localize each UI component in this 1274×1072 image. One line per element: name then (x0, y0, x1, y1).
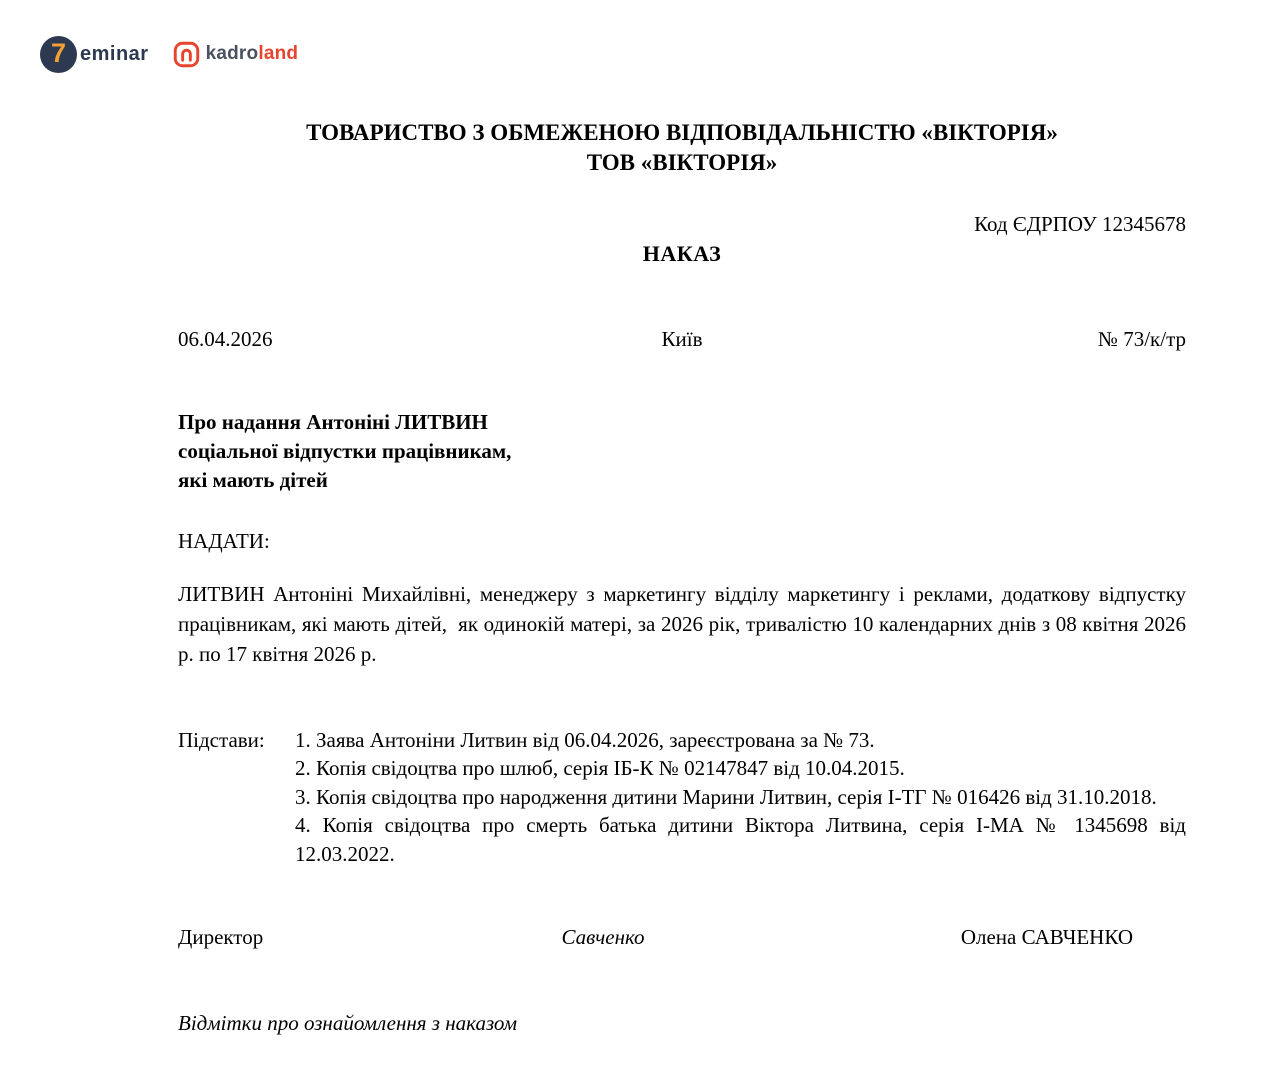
acknowledgement-note: Відмітки про ознайомлення з наказом (178, 1010, 517, 1035)
seminar-logo-wordmark: eminar (80, 43, 149, 66)
grounds-item-4: 4. Копія свідоцтва про смерть батька дитини Віктора Литвина, серія І-МА № 1345698 від 12.03.2022. (295, 813, 1186, 866)
grounds-section (178, 726, 1186, 869)
document-number: № 73/к/тр (1097, 326, 1186, 351)
document-type-heading: НАКАЗ (642, 240, 722, 266)
signature-row (178, 923, 1186, 952)
edrpou-code: Код ЄДРПОУ 12345678 (974, 212, 1186, 236)
signer-name: Олена САВЧЕНКО (960, 925, 1133, 949)
document-meta-row (178, 325, 1186, 354)
order-subject-line2: соціальної відпустки працівникам, (178, 439, 512, 463)
grounds-item-2: 2. Копія свідоцтва про шлюб, серія ІБ-К № 02147847 від 10.04.2015. (295, 756, 905, 780)
grounds-label: Підстави: (178, 727, 265, 752)
company-title (178, 118, 1186, 178)
seminar-logo-digit: 7 (50, 38, 67, 68)
signer-position: Директор (178, 925, 264, 949)
resolution-word: НАДАТИ: (178, 529, 270, 553)
order-subject-line3: які мають дітей (178, 468, 328, 492)
grounds-items (295, 726, 1186, 869)
grounds-item-3: 3. Копія свідоцтва про народження дитини Марини Литвин, серія І-ТГ № 016426 від 31.10.2018. (295, 784, 1157, 809)
order-subject-line1: Про надання Антоніні ЛИТВИН (178, 410, 488, 434)
company-title-line2: ТОВ «ВІКТОРІЯ» (586, 150, 778, 175)
order-subject (178, 408, 1186, 495)
order-body-paragraph: ЛИТВИН Антоніні Михайлівні, менеджеру з маркетингу відділу маркетингу і реклами, додаткову відпустку працівникам, які мають дітей, як одинокій матері, за 2026 рік, тривалістю 10 календарних днів з 08 квітня 2026 р. по 17 квітня 2026 р. (178, 581, 1192, 666)
kadroland-logo-land: land (258, 43, 299, 65)
document-city: Київ (661, 326, 703, 351)
document-date: 06.04.2026 (178, 326, 273, 351)
kadroland-logo-kadro: kadro (205, 43, 259, 65)
signature-handwritten: Савченко (561, 925, 645, 949)
grounds-item-1: 1. Заява Антоніни Литвин від 06.04.2026, зареєстрована за № 73. (295, 727, 875, 752)
company-title-line1: ТОВАРИСТВО З ОБМЕЖЕНОЮ ВІДПОВІДАЛЬНІСТЮ «ВІКТОРІЯ» (306, 120, 1058, 145)
